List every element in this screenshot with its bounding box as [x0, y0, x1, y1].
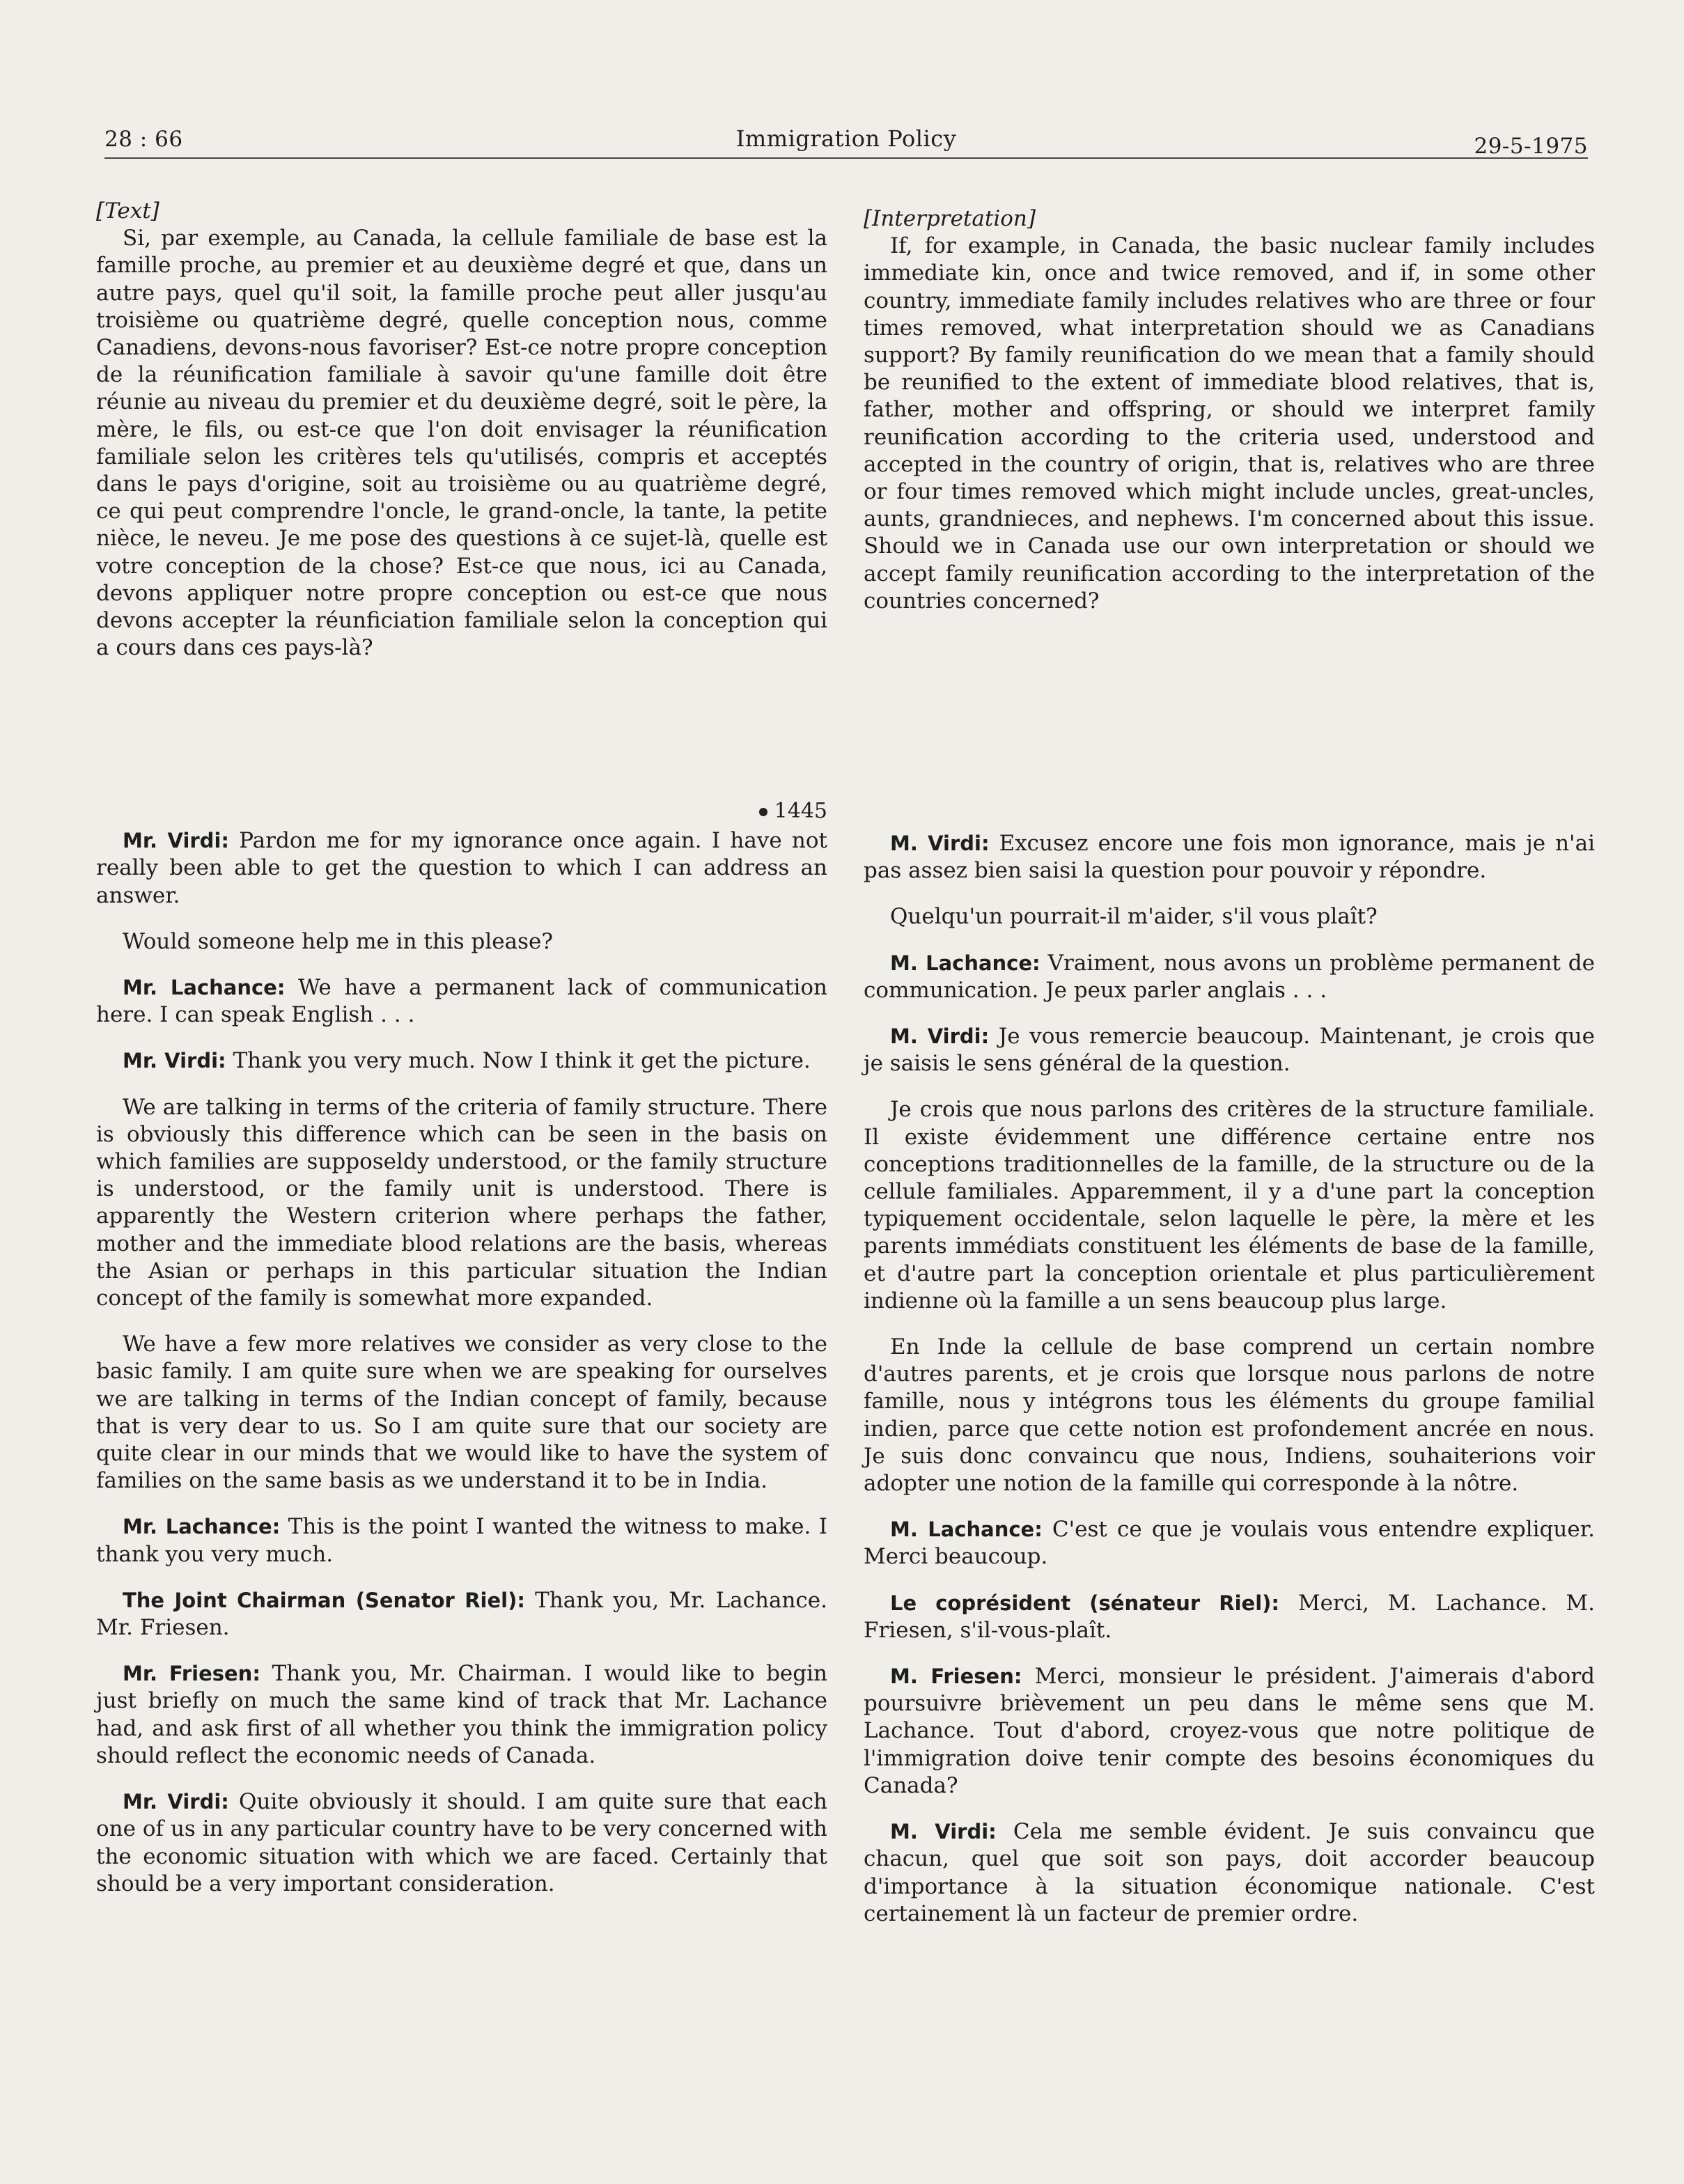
section-label-interpretation: [Interpretation]	[864, 206, 1036, 231]
speech-text: C'est ce que je voulais vous entendre expliquer. Merci beaucoup.	[864, 1517, 1595, 1570]
speaker-name: M. Virdi:	[890, 832, 990, 855]
speaker-name: M. Friesen:	[890, 1664, 1022, 1689]
speech-text: Thank you very much. Now I think it get the picture.	[233, 1048, 811, 1074]
speaker-name: Mr. Virdi:	[123, 1790, 229, 1814]
speech-text: Vraiment, nous avons un problème permanent de communication. Je peux parler anglais . . .	[864, 950, 1595, 1003]
speech-entry	[864, 1096, 1595, 1315]
speech-text: Je crois que nous parlons des critères de la structure familiale. Il existe évidemment une différence certaine entre nos conceptions traditionnelles de la famille, de la structure ou de la cellule familiales. Apparemment, il y a d'une part la conception typiquement occidentale, selon laquelle le père, la mère et les parents immédiats constituent les éléments de base de la famille, et d'autre part la conception orientale et plus particulièrement indienne où la famille a un sens beaucoup plus large.	[864, 1097, 1595, 1313]
speech-entry	[864, 1818, 1595, 1928]
speech-entry	[96, 974, 827, 1029]
speech-text: We have a few more relatives we consider as very close to the basic family. I am quite sure when we are speaking for ourselves we are talking in terms of the Indian concept of family, because that is very dear to us. So I am quite sure that our society are quite clear in our minds that we would like to have the system of families on the same basis as we understand it to be in India.	[96, 1332, 827, 1494]
speaker-name: Mr. Virdi:	[123, 1049, 226, 1073]
speech-text: We are talking in terms of the criteria of family structure. There is obviously this difference which can be seen in the basis on which families are supposeldy understood, or the family structure is understood, or the family unit is understood. There is apparently the Western criterion where perhaps the father, mother and the immediate blood relations are the basis, whereas the Asian or perhaps in this particular situation the Indian concept of the family is somewhat more expanded.	[96, 1094, 827, 1311]
speech-entry	[864, 1516, 1595, 1570]
speech-entry	[864, 1663, 1595, 1800]
speech-entry	[96, 928, 827, 956]
bullet-icon	[759, 808, 767, 816]
speaker-name: Mr. Friesen:	[123, 1662, 260, 1686]
speech-entry	[96, 1047, 827, 1075]
speech-entry	[96, 1660, 827, 1770]
speech-text: Merci, M. Lachance. M. Friesen, s'il-vous-plaît.	[864, 1590, 1595, 1643]
speaker-name: M. Virdi:	[890, 1024, 990, 1049]
speaker-name: M. Lachance:	[890, 951, 1040, 975]
speaker-name: Mr. Lachance:	[123, 1515, 281, 1539]
speech-text: Quite obviously it should. I am quite sure that each one of us in any particular country have to be very concerned with the economic situation with which we are faced. Certainly that should be a very important consideration.	[96, 1789, 827, 1896]
section-label-text: [Text]	[96, 198, 159, 224]
speech-text: Quelqu'un pourrait-il m'aider, s'il vous plaît?	[890, 904, 1378, 930]
speech-text: Pardon me for my ignorance once again. I have not really been able to get the question to which I can address an answer.	[96, 828, 827, 908]
speech-text: We have a permanent lack of communication here. I can speak English . . .	[96, 975, 827, 1028]
speaker-name: Le coprésident (sénateur Riel):	[890, 1591, 1279, 1615]
speech-entry	[864, 903, 1595, 930]
speaker-name: M. Lachance:	[890, 1518, 1043, 1542]
page-header	[104, 117, 1588, 159]
speech-text: Thank you, Mr. Chairman. I would like to begin just briefly on much the same kind of track that Mr. Lachance had, and ask first of all whether you think the immigration policy should reflect the economic needs of Canada.	[96, 1661, 827, 1768]
speech-text: Merci, monsieur le président. J'aimerais d'abord poursuivre brièvement un peu dans le même sens que M. Lachance. Tout d'abord, croyez-vous que notre politique de l'immigration doive tenir compte des besoins économiques du Canada?	[864, 1664, 1595, 1798]
speech-entry	[96, 827, 827, 910]
speech-entry	[96, 1331, 827, 1495]
running-title: Immigration Policy	[735, 125, 957, 152]
right-interpretation-block	[864, 205, 1595, 615]
speech-text: Thank you, Mr. Lachance. Mr. Friesen.	[96, 1587, 827, 1641]
page-date: 29-5-1975	[1474, 134, 1588, 159]
left-text-block	[96, 198, 827, 662]
speech-entry	[96, 1587, 827, 1641]
speech-entry	[96, 1513, 827, 1568]
speech-text: Excusez encore une fois mon ignorance, mais je n'ai pas assez bien saisi la question pour pouvoir y répondre.	[864, 831, 1595, 884]
speaker-name: M. Virdi:	[890, 1820, 997, 1844]
speech-entry	[864, 1023, 1595, 1077]
speaker-name: Mr. Virdi:	[123, 829, 229, 853]
speech-text: Cela me semble évident. Je suis convaincu que chacun, quel que soit son pays, doit accorder beaucoup d'importance à la situation économique nationale. C'est certainement là un facteur de premier ordre.	[864, 1819, 1595, 1926]
speech-text: Je vous remercie beaucoup. Maintenant, je crois que je saisis le sens général de la question.	[864, 1024, 1595, 1077]
speech-text: Would someone help me in this please?	[123, 928, 553, 954]
speaker-name: Mr. Lachance:	[123, 976, 286, 1000]
time-mark	[96, 797, 827, 825]
speaker-name: The Joint Chairman (Senator Riel):	[123, 1588, 525, 1612]
speech-entry	[864, 830, 1595, 884]
speech-entry	[96, 1788, 827, 1898]
speech-entry	[864, 950, 1595, 1004]
page-number: 28 : 66	[104, 127, 183, 152]
speech-text: This is the point I wanted the witness to make. I thank you very much.	[96, 1514, 827, 1567]
left-speeches-column	[96, 797, 827, 1917]
speech-entry	[864, 1590, 1595, 1644]
right-speeches-column	[864, 830, 1595, 1947]
french-question-paragraph: Si, par exemple, au Canada, la cellule familiale de base est la famille proche, au premier et au deuxième degré et que, dans un autre pays, quel qu'il soit, la famille proche peut aller jusqu'au troisième ou quatrième degré, quelle conception nous, comme Canadiens, devons-nous favoriser? Est-ce notre propre conception de la réunification familiale à savoir qu'une famille doit être réunie au niveau du premier et du deuxième degré, soit le père, la mère, le fils, ou est-ce que l'on doit envisager la réunification familiale selon les critères tels qu'utilisés, compris et acceptés dans le pays d'origine, soit au troisième ou au quatrième degré, ce qui peut comprendre l'oncle, le grand-oncle, la tante, la petite nièce, le neveu. Je me pose des questions à ce sujet-là, quelle est votre conception de la chose? Est-ce que nous, ici au Canada, devons appliquer notre propre conception ou est-ce que nous devons accepter la réunficiation familiale selon la conception qui a cours dans ces pays-là?	[96, 226, 827, 661]
speech-entry	[96, 1094, 827, 1313]
time-mark-value: 1445	[774, 799, 827, 823]
speech-entry	[864, 1334, 1595, 1497]
speech-text: En Inde la cellule de base comprend un certain nombre d'autres parents, et je crois que lorsque nous parlons de notre famille, nous y intégrons tous les éléments du groupe familial indien, parce que cette notion est profondement ancrée en nous. Je suis donc convaincu que nous, Indiens, souhaiterions voir adopter une notion de la famille qui corresponde à la nôtre.	[864, 1334, 1595, 1497]
english-question-paragraph: If, for example, in Canada, the basic nuclear family includes immediate kin, once and twice removed, and if, in some other country, immediate family includes relatives who are three or four times removed, what interpretation should we as Canadians support? By family reunification do we mean that a family should be reunified to the extent of immediate blood relatives, that is, father, mother and offspring, or should we interpret family reunification according to the criteria used, understood and accepted in the country of origin, that is, relatives who are three or four times removed which might include uncles, great-uncles, aunts, grandnieces, and nephews. I'm concerned about this issue. Should we in Canada use our own interpretation or should we accept family reunification according to the interpretation of the countries concerned?	[864, 233, 1595, 614]
